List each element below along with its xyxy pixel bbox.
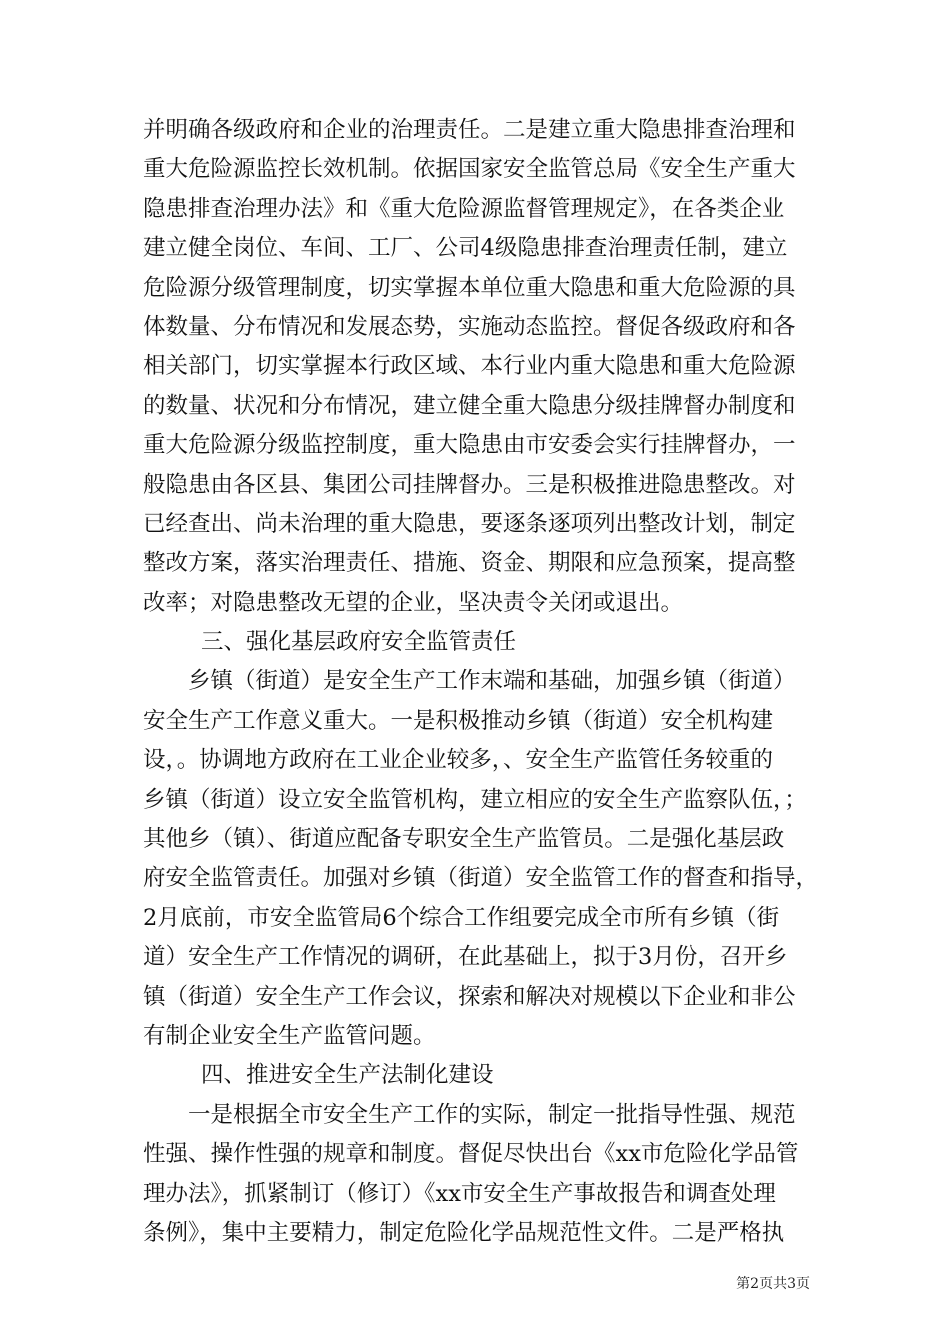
text-line: 已经查出、尚未治理的重大隐患，要逐条逐项列出整改计划，制定 — [143, 510, 796, 537]
text-line: 整改方案，落实治理责任、措施、资金、期限和应急预案，提高整 — [143, 550, 796, 577]
text-line: 危险源分级管理制度，切实掌握本单位重大隐患和重大危险源的具 — [143, 274, 796, 301]
text-line: 其他乡（镇）、街道应配备专职安全生产监管员。二是强化基层政 — [143, 826, 785, 853]
text-line: 并明确各级政府和企业的治理责任。二是建立重大隐患排查治理和 — [143, 117, 796, 143]
text-line: 2月底前，市安全监管局6个综合工作组要完成全市所有乡镇（街 — [143, 904, 780, 931]
text-line: 隐患排查治理办法》和《重大危险源监督管理规定》，在各类企业 — [143, 195, 785, 222]
text-line: 相关部门，切实掌握本行政区域、本行业内重大隐患和重大危险源 — [143, 353, 796, 380]
section-heading-4: 四、推进安全生产法制化建设 — [201, 1062, 494, 1089]
text-line: 重大危险源监控长效机制。依据国家安全监管总局《安全生产重大 — [143, 156, 796, 183]
text-line: 镇（街道）安全生产工作会议，探索和解决对规模以下企业和非公 — [143, 983, 796, 1010]
text-line: 条例》，集中主要精力，制定危险化学品规范性文件。二是严格执 — [143, 1219, 785, 1246]
text-line: 安全生产工作意义重大。一是积极推动乡镇（街道）安全机构建 — [143, 707, 774, 734]
text-line: 的数量、状况和分布情况，建立健全重大隐患分级挂牌督办制度和 — [143, 392, 796, 419]
text-line: 府安全监管责任。加强对乡镇（街道）安全监管工作的督查和指导， — [143, 865, 819, 892]
text-line: 体数量、分布情况和发展态势，实施动态监控。督促各级政府和各 — [143, 313, 796, 340]
text-line: 性强、操作性强的规章和制度。督促尽快出台《xx市危险化学品管 — [143, 1141, 799, 1168]
text-line: 一是根据全市安全生产工作的实际，制定一批指导性强、规范 — [188, 1101, 796, 1128]
document-body — [143, 111, 819, 1253]
section-heading-3: 三、强化基层政府安全监管责任 — [201, 629, 517, 656]
text-line: 乡镇（街道）是安全生产工作末端和基础，加强乡镇（街道） — [188, 668, 796, 695]
text-line: 般隐患由各区县、集团公司挂牌督办。三是积极推进隐患整改。对 — [143, 471, 796, 498]
text-line: 道）安全生产工作情况的调研，在此基础上，拟于3月份，召开乡 — [143, 944, 788, 971]
page-number-footer: 第2页共3页 — [736, 1276, 810, 1292]
text-line: 建立健全岗位、车间、工厂、公司4级隐患排查治理责任制，建立 — [143, 235, 788, 262]
text-line: 设，。协调地方政府在工业企业较多，、安全生产监管任务较重的 — [143, 747, 774, 774]
text-line: 乡镇（街道）设立安全监管机构，建立相应的安全生产监察队伍，； — [143, 786, 807, 813]
text-line: 有制企业安全生产监管问题。 — [143, 1022, 436, 1049]
text-line: 理办法》，抓紧制订（修订）《xx市安全生产事故报告和调查处理 — [143, 1180, 776, 1207]
text-line: 重大危险源分级监控制度，重大隐患由市安委会实行挂牌督办，一 — [143, 432, 796, 459]
text-line: 改率；对隐患整改无望的企业，坚决责令关闭或退出。 — [143, 589, 684, 616]
